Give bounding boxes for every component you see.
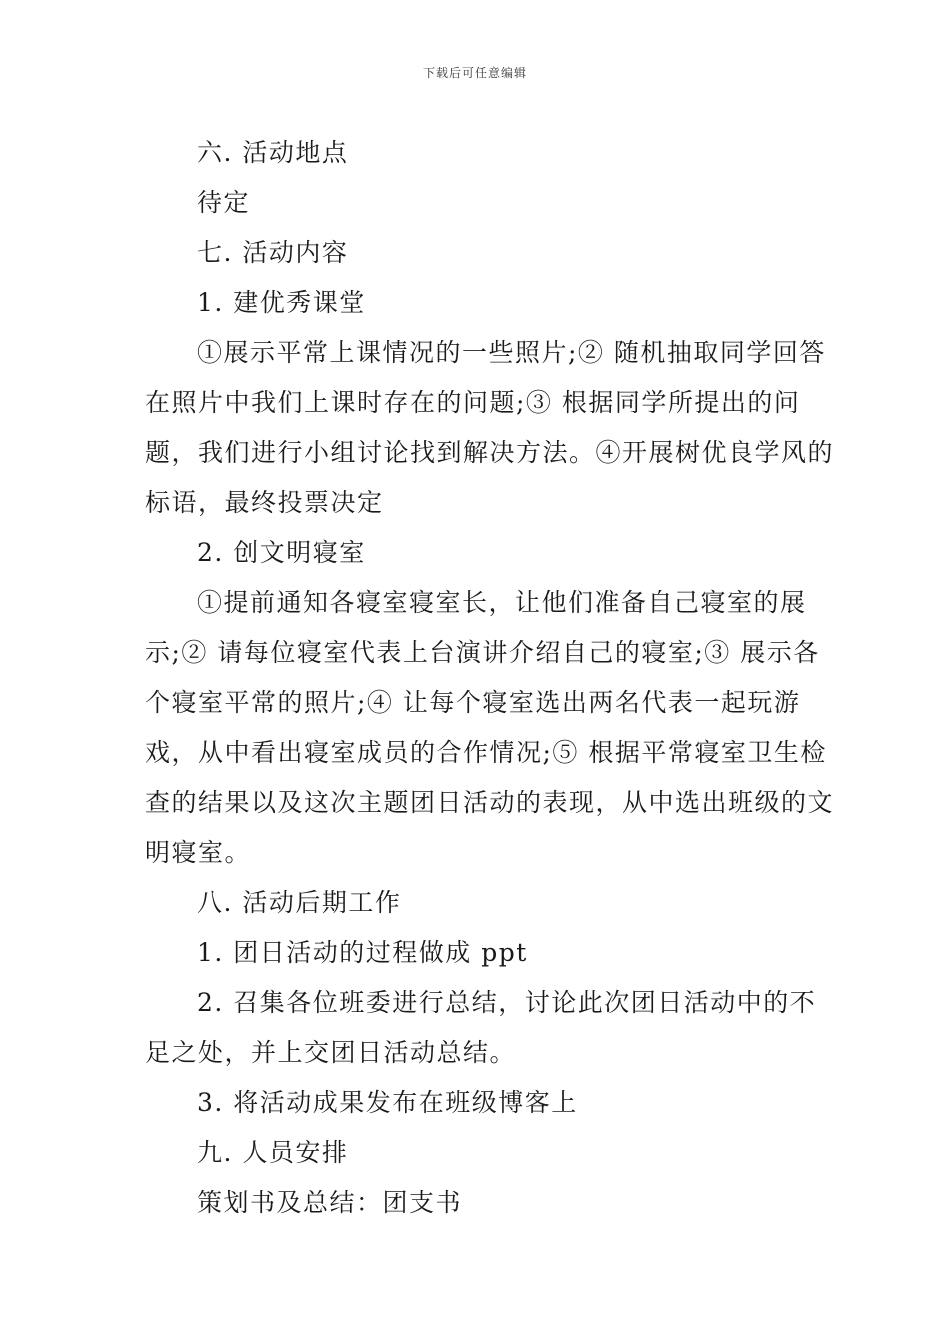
section-heading-staffing: 九. 人员安排	[197, 1138, 349, 1167]
paragraph-classroom-details: ①展示平常上课情况的一些照片;② 随机抽取同学回答在照片中我们上课时存在的问题;③ 根据同学所提出的问题，我们进行小组讨论找到解决方法。④开展树优良学风的标语，最终投票决定	[145, 338, 835, 517]
paragraph-followup-2: 2. 召集各位班委进行总结，讨论此次团日活动中的不足之处，并上交团日活动总结。	[145, 988, 817, 1067]
paragraph-followup-3: 3. 将活动成果发布在班级博客上	[197, 1088, 578, 1117]
paragraph-followup-1: 1. 团日活动的过程做成 ppt	[197, 938, 528, 967]
header-note: 下载后可任意编辑	[422, 66, 527, 80]
subheading-classroom: 1. 建优秀课堂	[197, 288, 366, 317]
paragraph-location-value: 待定	[197, 188, 251, 217]
section-heading-location: 六. 活动地点	[197, 138, 349, 167]
section-heading-followup: 八. 活动后期工作	[197, 888, 402, 917]
document-body	[145, 128, 835, 1228]
paragraph-staffing-1: 策划书及总结：团支书	[197, 1188, 463, 1217]
paragraph-dormitory-details: ①提前通知各寝室寝室长，让他们准备自己寝室的展示;② 请每位寝室代表上台演讲介绍自己的寝室;③ 展示各个寝室平常的照片;④ 让每个寝室选出两名代表一起玩游戏，从中看出寝室成员的合作情况;⑤ 根据平常寝室卫生检查的结果以及这次主题团日活动的表现，从中选出班级的文明寝室。	[145, 588, 835, 867]
subheading-dormitory: 2. 创文明寝室	[197, 538, 366, 567]
section-heading-content: 七. 活动内容	[197, 238, 349, 267]
